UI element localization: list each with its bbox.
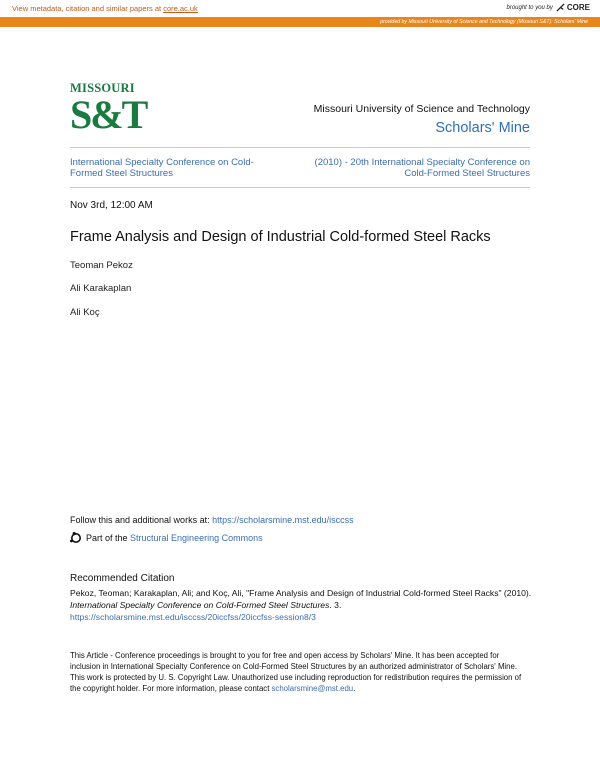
- recommended-citation-heading: Recommended Citation: [70, 573, 175, 584]
- provided-by-text: provided by Missouri University of Science and Technology (Missouri S&T): Scholars' Mine: [380, 19, 588, 25]
- part-of-commons: [70, 532, 263, 544]
- network-commons-icon: [70, 532, 82, 544]
- commons-link[interactable]: Structural Engineering Commons: [130, 533, 263, 543]
- citation-text: [70, 587, 532, 623]
- logo-st-text: S&T: [70, 92, 147, 137]
- citation-link[interactable]: https://scholarsmine.mst.edu/isccss/20iccfss/20iccfss-session8/3: [70, 612, 316, 622]
- core-link[interactable]: core.ac.uk: [163, 4, 198, 13]
- follow-works: [70, 515, 354, 525]
- follow-link[interactable]: https://scholarsmine.mst.edu/isccss: [212, 515, 354, 525]
- logo-missouri-text: MISSOURI: [70, 81, 135, 95]
- divider-top: [70, 147, 530, 148]
- event-date: Nov 3rd, 12:00 AM: [70, 200, 153, 211]
- paper-title: Frame Analysis and Design of Industrial Cold-formed Steel Racks: [70, 229, 491, 245]
- core-label: CORE: [566, 3, 590, 12]
- citation-venue: International Specialty Conference on Cold-Formed Steel Structures: [70, 600, 330, 610]
- core-icon: [556, 3, 565, 12]
- follow-prefix: Follow this and additional works at:: [70, 515, 213, 525]
- collection-link-right[interactable]: (2010) - 20th International Specialty Conference on Cold-Formed Steel Structures: [314, 157, 530, 179]
- contact-email-link[interactable]: scholarsmine@mst.edu: [271, 684, 354, 693]
- brought-to-you: [507, 3, 591, 12]
- missouri-st-logo[interactable]: [70, 81, 147, 137]
- repository-link[interactable]: Scholars' Mine: [435, 120, 530, 136]
- top-bar: [0, 0, 600, 16]
- brought-to-you-text: brought to you by: [506, 4, 553, 11]
- author-2: Ali Karakaplan: [70, 283, 132, 294]
- access-notice: [70, 650, 530, 694]
- author-1: Teoman Pekoz: [70, 260, 133, 271]
- notice-text: This Article - Conference proceedings is brought to you for free and open access by Scholars' Mine. It has been accepted for inclusion in International Specialty Conference on Cold-Formed Steel Structures by an authorized administrator of Scholars' Mine. This work is protected by U. S. Copyright Law. Unauthorized use including reproduction for redistribution requires the permission of the copyright holder. For more information, please contact: [70, 651, 522, 693]
- notice-end: .: [353, 684, 356, 693]
- core-logo[interactable]: [556, 3, 590, 12]
- partof-prefix: Part of the: [86, 533, 131, 543]
- collection-link-left[interactable]: International Specialty Conference on Cold-Formed Steel Structures: [70, 157, 254, 179]
- metadata-prefix: View metadata, citation and similar papers at: [12, 4, 164, 13]
- divider-bottom: [70, 187, 530, 188]
- citation-plain: Pekoz, Teoman; Karakaplan, Ali; and Koç, Ali, "Frame Analysis and Design of Industrial Cold-formed Steel Racks" (2010).: [70, 588, 532, 598]
- citation-end: . 3.: [329, 600, 342, 610]
- metadata-notice: [12, 4, 198, 13]
- author-3: Ali Koç: [70, 307, 100, 318]
- provided-by-banner: [0, 17, 600, 27]
- institution-name: Missouri University of Science and Technology: [313, 103, 530, 115]
